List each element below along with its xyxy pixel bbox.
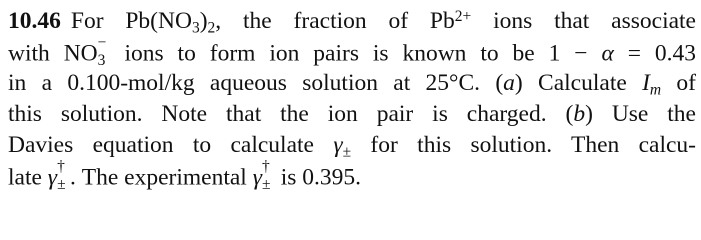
text-run: ) xyxy=(199,8,208,34)
problem-number: 10.46 xyxy=(8,8,61,34)
subscript: m xyxy=(649,81,662,99)
problem-line-1 xyxy=(8,6,696,36)
problem-line-2 xyxy=(8,34,696,69)
ionic-strength-symbol: I xyxy=(642,70,650,96)
plus-minus-subscript: ± xyxy=(57,175,66,193)
text-run: for this solution. Then calcu- xyxy=(351,132,697,158)
gamma-index xyxy=(57,158,70,193)
part-label-b: b xyxy=(573,101,586,127)
nitrate-index xyxy=(97,34,111,69)
text-run: ) Calculate xyxy=(514,70,643,96)
subscript: 3 xyxy=(97,51,106,69)
gamma-symbol: γ xyxy=(333,132,343,158)
text-run: is 0.395. xyxy=(274,164,362,191)
text-run: ) Use the xyxy=(585,101,696,127)
dagger-superscript: † xyxy=(57,158,65,176)
gamma-symbol: γ xyxy=(47,164,58,191)
text-run: = 0.43 xyxy=(613,40,696,67)
text-run: late xyxy=(8,164,48,191)
problem-line-6 xyxy=(8,158,696,193)
text-run: with NO xyxy=(8,40,98,67)
text-run: ions to form ion pairs is known to be 1 − xyxy=(110,40,602,67)
subscript: 2 xyxy=(207,19,216,37)
subscript: 3 xyxy=(191,19,200,37)
text-run: of xyxy=(661,70,697,96)
plus-minus-subscript: ± xyxy=(342,143,352,161)
text-run: Davies equation to calculate xyxy=(8,132,334,158)
text-run: , the fraction of Pb xyxy=(215,8,455,34)
problem-line-5 xyxy=(8,130,696,160)
gamma-symbol: γ xyxy=(252,164,262,191)
problem-line-3 xyxy=(8,68,696,98)
text-run: this solution. Note that the ion pair is charged. ( xyxy=(8,101,574,127)
text-run: . The experimental xyxy=(69,164,253,191)
part-label-a: a xyxy=(503,70,515,96)
charge-superscript: − xyxy=(97,34,107,52)
alpha-symbol: α xyxy=(601,40,614,67)
text-run: ions that associate xyxy=(471,8,696,34)
problem-line-4 xyxy=(8,99,696,129)
gamma-index xyxy=(261,158,275,193)
text-run: For Pb(NO xyxy=(70,8,192,34)
dagger-superscript: † xyxy=(261,158,270,176)
superscript: 2+ xyxy=(454,8,472,26)
plus-minus-subscript: ± xyxy=(261,175,271,193)
text-run: in a 0.100-mol/kg aqueous solution at 25°C. ( xyxy=(8,70,504,96)
